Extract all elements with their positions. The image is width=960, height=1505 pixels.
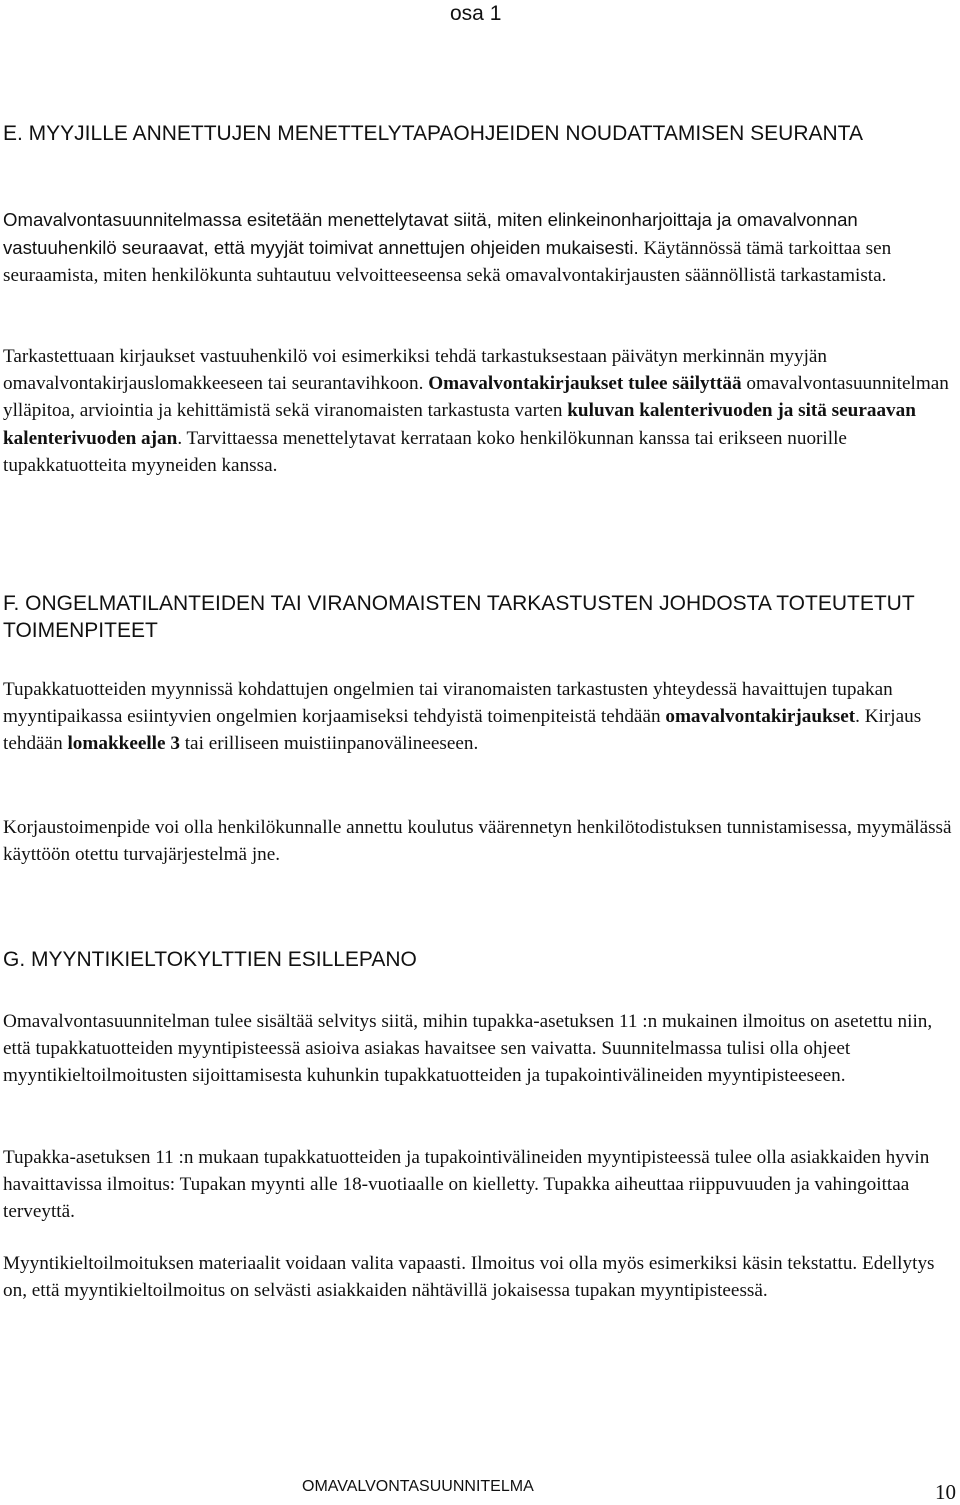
section-e-paragraph-1-sans: Omavalvontasuunnitelmassa esitetään menettelytavat siitä, miten elinkeinonharjoittaja ja omavalvonnan vastuuhenkilö seuraavat, että myyjät toimivat annettujen ohjeiden mukaisesti. <box>3 209 858 259</box>
section-e-paragraph-2 <box>3 343 953 479</box>
section-f-heading: F. ONGELMATILANTEIDEN TAI VIRANOMAISTEN TARKASTUSTEN JOHDOSTA TOTEUTETUT TOIMENPITEET <box>3 592 915 642</box>
section-e-p2-e: . Tarvittaessa menettelytavat kerrataan koko henkilökunnan kanssa tai erikseen nuorille tupakkatuotteita myyneiden kanssa. <box>3 427 847 476</box>
section-e-paragraph-1 <box>3 206 953 290</box>
section-e-p2-a: Tarkastettuaan kirjaukset vastuuhenkilö voi esimerkiksi tehdä tarkastuksestaan päivätyn merkinnän myyjän omavalvontakirjauslomakkeeseen tai seurantavihkoon. <box>3 346 828 395</box>
section-f-p1-a: Tupakkatuotteiden myynnissä kohdattujen ongelmien tai viranomaisten tarkastusten yhteydessä havaittujen tupakan myyntipaikassa esiintyvien ongelmien korjaamiseksi tehdyistä toimenpiteistä tehdään <box>3 679 893 728</box>
section-g-paragraph-3: Myyntikieltoilmoituksen materiaalit voidaan valita vapaasti. Ilmoitus voi olla myös esimerkiksi käsin tekstattu. Edellytys on, että myyntikieltoilmoitus on selvästi asiakkaiden nähtävillä jokaisessa tupakan myyntipisteessä. <box>3 1253 935 1302</box>
footer-document-title: OMAVALVONTASUUNNITELMA <box>302 1478 534 1495</box>
section-g-paragraph-1: Omavalvontasuunnitelman tulee sisältää selvitys siitä, mihin tupakka-asetuksen 11 :n mukainen ilmoitus on asetettu niin, että tupakkatuotteiden myyntipisteessä asioiva asiakas havaitsee sen vaivatta. Suunnitelmassa tulisi olla ohjeet myyntikieltoilmoitusten sijoittamisesta kuhunkin tupakkatuotteiden ja tupakointivälineiden myyntipisteeseen. <box>3 1011 933 1087</box>
page-number: 10 <box>935 1480 956 1504</box>
section-e-p2-bold-1: Omavalvontakirjaukset tulee säilyttää <box>428 373 742 395</box>
section-f-p1-bold-1: omavalvontakirjaukset <box>665 706 856 728</box>
section-e-heading: E. MYYJILLE ANNETTUJEN MENETTELYTAPAOHJEIDEN NOUDATTAMISEN SEURANTA <box>3 122 863 145</box>
section-f-p1-c: . Kirjaus tehdään <box>3 706 922 755</box>
section-g-heading: G. MYYNTIKIELTOKYLTTIEN ESILLEPANO <box>3 948 417 971</box>
section-e-p2-c: omavalvontasuunnitelman ylläpitoa, arviointia ja kehittämistä sekä viranomaisten tarkastusta varten <box>3 373 949 422</box>
section-e-p2-bold-2: kuluvan kalenterivuoden ja sitä seuraavan kalenterivuoden ajan <box>3 400 916 449</box>
section-f-p1-e: tai erilliseen muistiinpanovälineeseen. <box>179 733 479 755</box>
section-f-p1-bold-2: lomakkeelle 3 <box>67 733 180 755</box>
section-f-paragraph-1 <box>3 676 953 758</box>
part-label: osa 1 <box>450 2 502 25</box>
section-e-paragraph-1-serif: Käytännössä tämä tarkoittaa sen seuraamista, miten henkilökunta suhtautuu velvoitteeseensa sekä omavalvontakirjausten säännöllistä tarkastamista. <box>3 238 892 287</box>
section-f-paragraph-2: Korjaustoimenpide voi olla henkilökunnalle annettu koulutus väärennetyn henkilötodistuksen tunnistamisessa, myymälässä käyttöön otettu turvajärjestelmä jne. <box>3 817 952 866</box>
section-g-paragraph-2: Tupakka-asetuksen 11 :n mukaan tupakkatuotteiden ja tupakointivälineiden myyntipisteessä tulee olla asiakkaiden hyvin havaittavissa ilmoitus: Tupakan myynti alle 18-vuotiaalle on kielletty. Tupakka aiheuttaa riippuvuuden ja vahingoittaa terveyttä. <box>3 1147 930 1223</box>
